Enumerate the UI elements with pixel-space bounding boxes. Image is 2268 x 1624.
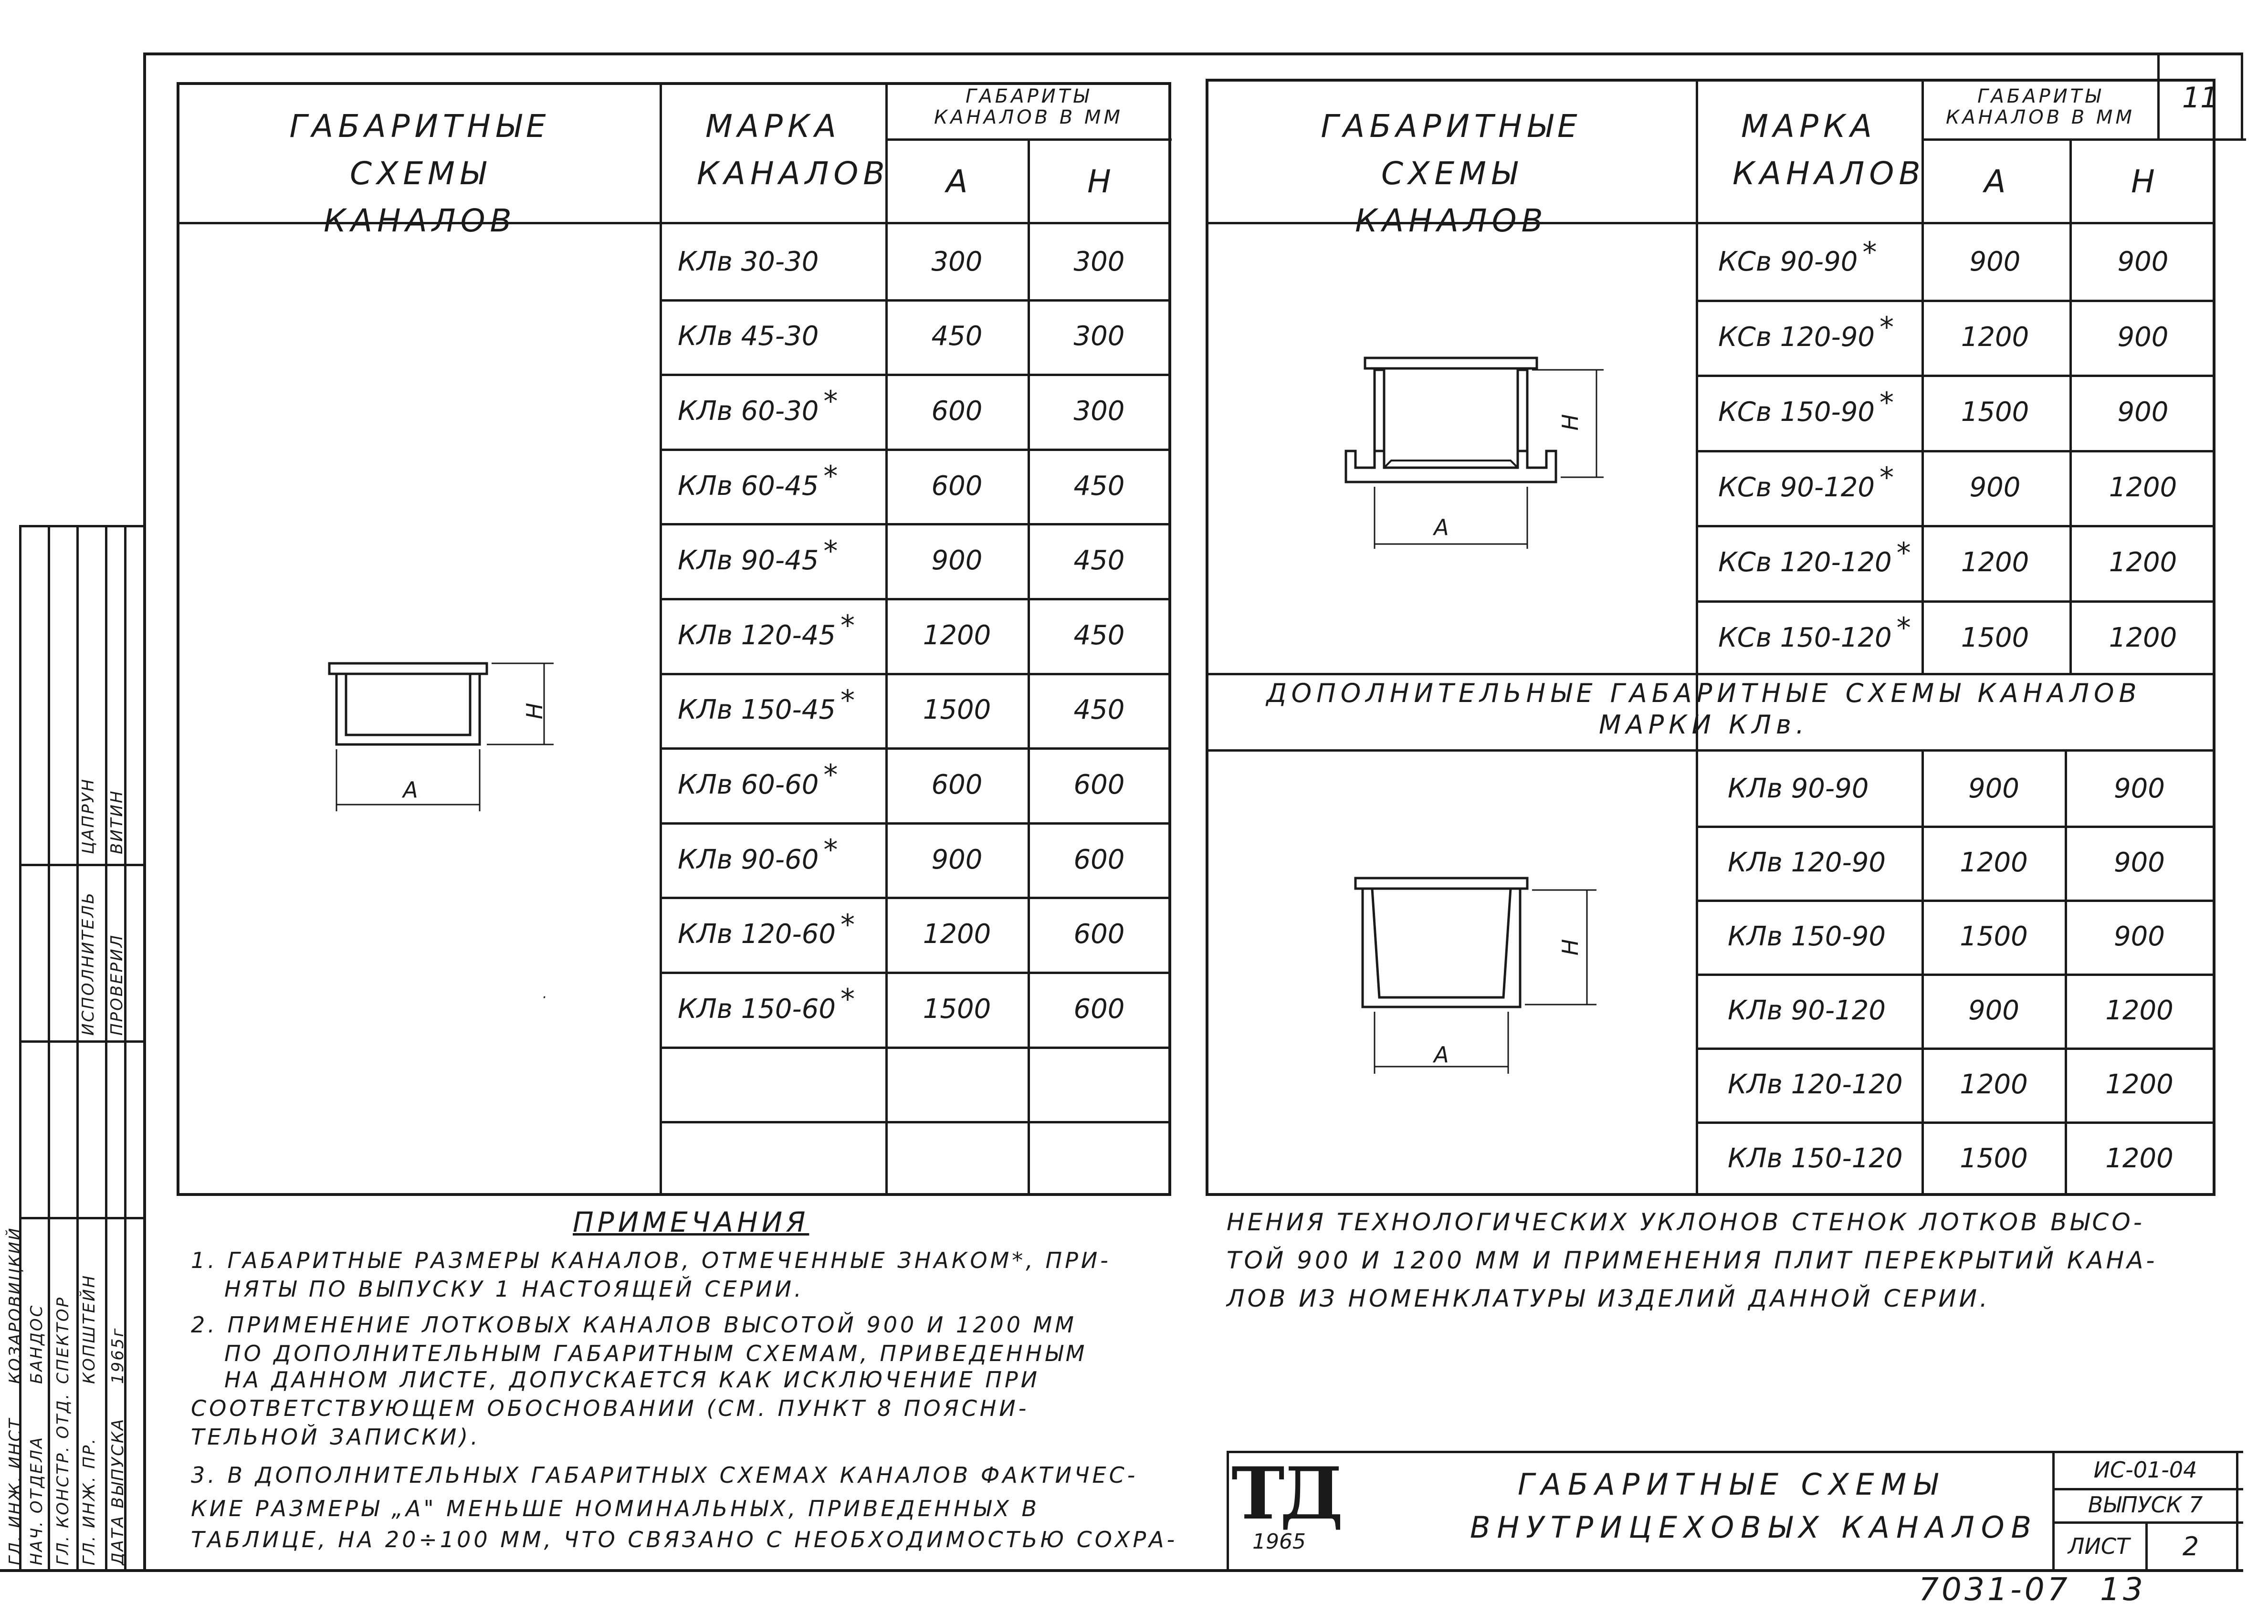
left-row-H: 300 xyxy=(1073,246,1125,277)
star-mark: * xyxy=(823,758,838,792)
left-row-A xyxy=(888,1121,1026,1196)
note-line: КИЕ РАЗМЕРЫ „А" МЕНЬШЕ НОМИНАЛЬНЫХ, ПРИВЕДЕННЫХ В xyxy=(191,1496,1040,1521)
right-section-title: ДОПОЛНИТЕЛЬНЫЕ ГАБАРИТНЫЕ СХЕМЫ КАНАЛОВ МАРКИ КЛв. xyxy=(1266,678,2142,740)
stamp-role: НАЧ. ОТДЕЛА xyxy=(27,1435,46,1565)
right-row-mark: КЛв 150-120 xyxy=(1728,1143,1903,1174)
footer-code: 7031-07 xyxy=(1919,1571,2070,1608)
left-row-mark: КЛв 30-30 xyxy=(678,246,819,277)
star-mark: * xyxy=(823,385,838,419)
right-row-H: 1200 xyxy=(2105,995,2174,1026)
right-row-H: 1200 xyxy=(2105,1143,2174,1174)
left-row-H xyxy=(1030,1121,1168,1196)
star-mark: * xyxy=(1880,386,1894,419)
sheet-number: 11 xyxy=(2182,81,2219,115)
note-cont-line: ТОЙ 900 И 1200 ММ И ПРИМЕНЕНИЯ ПЛИТ ПЕРЕКРЫТИЙ КАНА- xyxy=(1227,1247,2158,1274)
stamp-upper-role: ИСПОЛНИТЕЛЬ xyxy=(79,891,98,1036)
left-row-mark: КЛв 60-60 * xyxy=(678,758,838,800)
kl-tall-diagram-H: H xyxy=(1557,939,1583,956)
right-row-mark: КСв 150-90 * xyxy=(1718,386,1894,428)
right-row-mark: КЛв 90-90 xyxy=(1728,773,1869,804)
right-row-A: 1500 xyxy=(1961,622,2029,653)
right-row-A: 900 xyxy=(1968,995,2019,1026)
stamp-name: 1965г xyxy=(108,1327,127,1384)
note-line: 1. ГАБАРИТНЫЕ РАЗМЕРЫ КАНАЛОВ, ОТМЕЧЕННЫЕ ЗНАКОМ*, ПРИ- xyxy=(191,1247,1111,1273)
right-row-H: 1200 xyxy=(2105,1069,2174,1100)
right-row-mark: КСв 150-120 * xyxy=(1718,611,1911,653)
left-row-mark xyxy=(678,1121,878,1196)
title-line2: ВНУТРИЦЕХОВЫХ КАНАЛОВ xyxy=(1470,1510,2038,1545)
right-row-mark: КЛв 120-120 xyxy=(1728,1069,1903,1100)
right-row-mark: КЛв 150-90 xyxy=(1728,921,1886,952)
sheet-label: ЛИСТ xyxy=(2068,1533,2130,1559)
stamp-upper-name: ВИТИН xyxy=(107,789,126,854)
right-row-mark: КСв 120-90 * xyxy=(1718,311,1894,353)
note-line: 2. ПРИМЕНЕНИЕ ЛОТКОВЫХ КАНАЛОВ ВЫСОТОЙ 900 И 1200 ММ xyxy=(191,1312,1077,1338)
left-diagram-A: A xyxy=(403,777,418,803)
left-row-A: 600 xyxy=(931,395,983,427)
right-row-A: 900 xyxy=(1968,773,2019,804)
note-line: НА ДАННОМ ЛИСТЕ, ДОПУСКАЕТСЯ КАК ИСКЛЮЧЕНИЕ ПРИ xyxy=(224,1367,1040,1393)
stamp-role: ГЛ. ИНЖ. ПР. xyxy=(80,1437,99,1565)
right-row-A: 1500 xyxy=(1960,1143,2028,1174)
star-mark: * xyxy=(840,983,855,1016)
note-line: ПО ДОПОЛНИТЕЛЬНЫМ ГАБАРИТНЫМ СХЕМАМ, ПРИВЕДЕННЫМ xyxy=(224,1341,1088,1366)
left-row-mark: КЛв 90-45 * xyxy=(678,534,838,576)
stamp-role: ГЛ. ИНЖ. ИНСТ xyxy=(6,1417,25,1565)
footer-page: 13 xyxy=(2100,1571,2146,1608)
right-row-H: 900 xyxy=(2117,246,2169,278)
left-row-H: 600 xyxy=(1073,993,1125,1025)
right-row-H: 900 xyxy=(2117,321,2169,353)
left-row-mark: КЛв 120-60 * xyxy=(678,908,855,950)
ks-diagram-A: A xyxy=(1434,514,1449,540)
channel-diagram-small xyxy=(315,654,582,845)
star-mark: * xyxy=(1896,611,1911,645)
right-row-mark: КЛв 90-120 xyxy=(1728,995,1886,1026)
note-line: ТАБЛИЦЕ, НА 20÷100 ММ, ЧТО СВЯЗАНО С НЕОБХОДИМОСТЬЮ СОХРА- xyxy=(191,1527,1178,1552)
star-mark: * xyxy=(823,534,838,568)
left-row-A: 300 xyxy=(931,246,983,277)
right-row-A: 1500 xyxy=(1961,397,2029,428)
right-row-A: 1200 xyxy=(1960,1069,2028,1100)
left-row-A: 600 xyxy=(931,470,983,502)
issue-label: ВЫПУСК 7 xyxy=(2088,1492,2203,1518)
channel-diagram-ks xyxy=(1336,348,1670,563)
left-row-H: 600 xyxy=(1073,919,1125,950)
left-header-schemes-text: ГАБАРИТНЫЕ СХЕМЫ КАНАЛОВ xyxy=(289,108,551,239)
notes-title: ПРИМЕЧАНИЯ xyxy=(573,1206,809,1238)
ks-diagram-H: H xyxy=(1557,414,1583,431)
note-cont-line: НЕНИЯ ТЕХНОЛОГИЧЕСКИХ УКЛОНОВ СТЕНОК ЛОТКОВ ВЫСО- xyxy=(1227,1208,2145,1236)
left-header-A: A xyxy=(946,163,968,200)
left-row-A: 1500 xyxy=(923,694,991,726)
right-row-mark: КСв 90-90 * xyxy=(1718,235,1877,278)
right-row-A: 1200 xyxy=(1961,547,2029,578)
left-row-mark: КЛв 150-45 * xyxy=(678,683,855,726)
stamp-role: ДАТА ВЫПУСКА xyxy=(108,1417,127,1565)
stamp-name: БАНДОС xyxy=(27,1304,46,1384)
right-header-mark: МАРКА КАНАЛОВ xyxy=(1732,108,1925,192)
note-cont-line: ЛОВ ИЗ НОМЕНКЛАТУРЫ ИЗДЕЛИЙ ДАННОЙ СЕРИИ. xyxy=(1227,1285,1990,1312)
left-header-dims: ГАБАРИТЫ КАНАЛОВ В ММ xyxy=(934,85,1124,128)
left-header-schemes xyxy=(181,103,659,244)
left-row-mark: КЛв 120-45 * xyxy=(678,609,855,651)
stamp-name: КОЗАРОВИЦКИЙ xyxy=(6,1226,25,1384)
right-header-schemes: ГАБАРИТНЫЕ СХЕМЫ КАНАЛОВ xyxy=(1321,108,1582,239)
logo-td: ТД 1965 xyxy=(1231,1452,1339,1554)
right-row-H: 900 xyxy=(2114,921,2165,952)
note-line: НЯТЫ ПО ВЫПУСКУ 1 НАСТОЯЩЕЙ СЕРИИ. xyxy=(224,1276,804,1302)
left-row-A: 900 xyxy=(931,545,983,576)
right-row-H: 900 xyxy=(2117,397,2169,428)
right-header-A: A xyxy=(1984,163,2006,200)
title-line1: ГАБАРИТНЫЕ СХЕМЫ xyxy=(1518,1467,1944,1502)
left-row-A: 450 xyxy=(931,321,983,352)
left-row-mark: КЛв 45-30 xyxy=(678,321,819,352)
right-row-mark: КЛв 120-90 xyxy=(1728,847,1886,878)
right-row-H: 1200 xyxy=(2109,471,2177,503)
channel-diagram-kl-tall xyxy=(1336,869,1670,1083)
stamp-upper-role: ПРОВЕРИЛ xyxy=(107,933,126,1036)
right-row-H: 1200 xyxy=(2109,547,2177,578)
star-mark: * xyxy=(840,908,855,942)
right-row-mark: КСв 120-120 * xyxy=(1718,536,1911,578)
star-mark: * xyxy=(840,609,855,643)
star-mark: * xyxy=(1862,235,1877,269)
left-diagram-H: H xyxy=(522,702,547,720)
right-row-A: 900 xyxy=(1969,246,2021,278)
left-row-A: 1500 xyxy=(923,993,991,1025)
stamp-name: КОПШТЕЙН xyxy=(80,1274,99,1384)
left-row-mark: КЛв 90-60 * xyxy=(678,833,838,875)
left-row-H: 450 xyxy=(1073,470,1125,502)
left-row-A: 1200 xyxy=(923,919,991,950)
sheet-number-title: 2 xyxy=(2182,1531,2199,1561)
left-header-mark: МАРКА КАНАЛОВ xyxy=(697,108,890,192)
star-mark: * xyxy=(1880,311,1894,345)
left-row-H: 300 xyxy=(1073,395,1125,427)
left-row-A xyxy=(888,1047,1026,1121)
right-row-A: 1200 xyxy=(1961,321,2029,353)
star-mark: * xyxy=(840,683,855,717)
left-header-H: H xyxy=(1087,163,1111,200)
left-row-A: 600 xyxy=(931,769,983,800)
star-mark: * xyxy=(823,833,838,867)
star-mark: * xyxy=(1880,461,1894,495)
star-mark: * xyxy=(1896,536,1911,570)
left-row-mark xyxy=(678,1047,878,1121)
left-row-H: 450 xyxy=(1073,619,1125,651)
right-header-H: H xyxy=(2131,163,2155,200)
stamp-upper-name: ЦАПРУН xyxy=(79,777,98,854)
note-line: 3. В ДОПОЛНИТЕЛЬНЫХ ГАБАРИТНЫХ СХЕМАХ КАНАЛОВ ФАКТИЧЕС- xyxy=(191,1462,1138,1488)
right-row-A: 1200 xyxy=(1960,847,2028,878)
right-row-H: 1200 xyxy=(2109,622,2177,653)
note-line: СООТВЕТСТВУЮЩЕМ ОБОСНОВАНИИ (СМ. ПУНКТ 8 ПОЯСНИ- xyxy=(191,1395,1029,1421)
note-line: ТЕЛЬНОЙ ЗАПИСКИ). xyxy=(191,1424,481,1450)
left-row-H: 600 xyxy=(1073,844,1125,875)
left-row-H: 450 xyxy=(1073,545,1125,576)
stamp-role: ГЛ. КОНСТР. ОТД. xyxy=(53,1392,73,1565)
right-row-H: 900 xyxy=(2114,847,2165,878)
star-mark: * xyxy=(823,460,838,493)
right-row-mark: КСв 90-120 * xyxy=(1718,461,1894,503)
series-code: ИС-01-04 xyxy=(2093,1457,2197,1483)
left-row-H: 600 xyxy=(1073,769,1125,800)
stamp-name: СПЕКТОР xyxy=(53,1296,73,1384)
right-row-H: 900 xyxy=(2114,773,2165,804)
left-row-H: 300 xyxy=(1073,321,1125,352)
kl-tall-diagram-A: A xyxy=(1434,1042,1449,1068)
right-row-A: 1500 xyxy=(1960,921,2028,952)
left-row-A: 900 xyxy=(931,844,983,875)
left-row-H: 450 xyxy=(1073,694,1125,726)
left-row-H xyxy=(1030,1047,1168,1121)
right-row-A: 900 xyxy=(1969,471,2021,503)
right-header-dims: ГАБАРИТЫ КАНАЛОВ В ММ xyxy=(1945,85,2135,128)
left-row-A: 1200 xyxy=(923,619,991,651)
left-row-mark: КЛв 60-45 * xyxy=(678,460,838,502)
left-row-mark: КЛв 150-60 * xyxy=(678,983,855,1025)
left-row-mark: КЛв 60-30 * xyxy=(678,385,838,427)
